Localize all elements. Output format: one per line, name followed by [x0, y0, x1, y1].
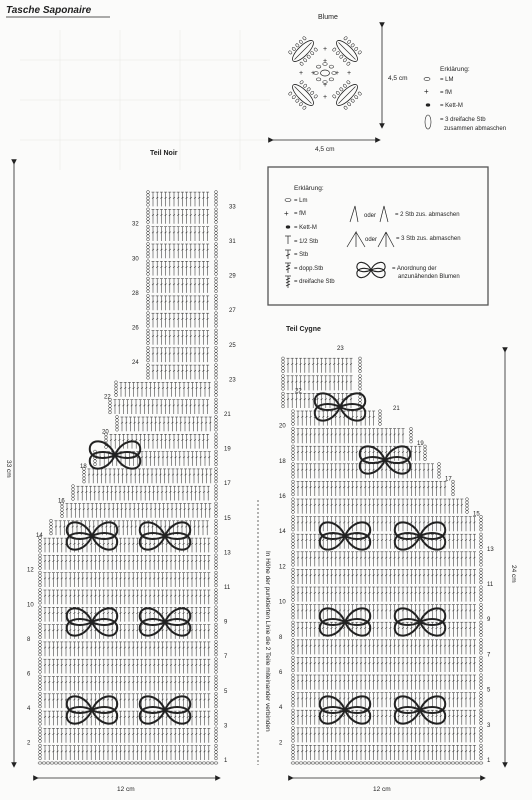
legend-title: Erklärung:	[294, 185, 324, 192]
cygne-row-number: 12	[279, 564, 286, 571]
noir-edge-chain	[39, 675, 42, 691]
flower-diagram	[286, 34, 364, 112]
noir-edge-chain	[147, 277, 150, 293]
cygne-row	[297, 728, 476, 743]
noir-flower-placement	[140, 696, 190, 723]
noir-edge-chain	[215, 381, 218, 397]
cygne-edge-chain	[292, 568, 295, 584]
noir-edge-chain	[39, 744, 42, 760]
flower-sc-stitch: +	[323, 82, 328, 89]
cygne-edge-chain	[438, 463, 441, 479]
noir-height: 33 cm	[5, 460, 12, 478]
cygne-row	[297, 605, 476, 620]
noir-row-number: 22	[104, 394, 111, 401]
cygne-row	[297, 429, 405, 444]
cygne-row	[297, 587, 476, 602]
noir-row	[152, 279, 210, 293]
cygne-label: Teil Cygne	[286, 326, 321, 333]
cygne-edge-chain	[292, 674, 295, 690]
noir-row-number: 4	[27, 706, 31, 713]
noir-edge-chain	[147, 294, 150, 310]
noir-edge-chain	[215, 502, 218, 518]
cygne-edge-chain	[292, 515, 295, 531]
noir-edge-chain	[215, 260, 218, 276]
noir-edge-chain	[215, 519, 218, 535]
cygne-row	[287, 358, 353, 373]
noir-edge-chain	[215, 640, 218, 656]
noir-row-number: 2	[27, 740, 31, 747]
cygne-edge-chain	[466, 498, 469, 514]
cygne-row	[297, 464, 434, 479]
chain-symbol	[424, 77, 430, 80]
noir-row-number: 10	[27, 602, 34, 609]
noir-row	[152, 331, 210, 345]
join-note: In Höhe der punktierten Linie die 2 Teile miteinander verbinden	[264, 551, 271, 732]
cygne-edge-chain	[379, 410, 382, 426]
noir-edge-chain	[215, 537, 218, 553]
noir-edge-chain	[215, 450, 218, 466]
cygne-edge-chain	[292, 498, 295, 514]
cygne-edge-chain	[282, 375, 285, 391]
noir-row	[44, 573, 211, 587]
noir-edge-chain	[147, 364, 150, 380]
noir-row	[120, 382, 211, 396]
noir-edge-chain	[215, 346, 218, 362]
noir-row-number: 8	[27, 636, 31, 643]
cygne-height: 24 cm	[510, 565, 517, 583]
cygne-row	[297, 499, 464, 514]
cygne-edge-chain	[292, 551, 295, 567]
noir-edge-chain	[215, 225, 218, 241]
noir-edge-chain	[215, 692, 218, 708]
cygne-edge-chain	[480, 744, 483, 760]
flower-center-ring	[321, 70, 330, 76]
noir-edge-chain	[115, 381, 118, 397]
flower-legend-item: zusammen abmaschen	[444, 126, 507, 132]
noir-edge-chain	[215, 606, 218, 622]
cygne-edge-chain	[292, 744, 295, 760]
cygne-row-number: 22	[295, 388, 302, 395]
noir-row-number: 15	[224, 515, 231, 522]
flower-sc-stitch: +	[323, 46, 328, 53]
flower-petal	[330, 34, 364, 68]
noir-row-number: 13	[224, 550, 231, 557]
noir-edge-chain	[147, 312, 150, 328]
noir-edge-chain	[215, 588, 218, 604]
flower-petal	[330, 78, 364, 112]
cygne-chart	[279, 346, 494, 764]
noir-row-number: 17	[224, 481, 231, 488]
cygne-row-number: 10	[279, 599, 286, 606]
flower-sc-stitch: +	[335, 70, 340, 77]
flower-sc-stitch: +	[323, 94, 328, 101]
noir-row-number: 11	[224, 585, 231, 591]
noir-edge-chain	[147, 208, 150, 224]
flower-height: 4,5 cm	[388, 75, 408, 82]
cluster-symbol	[425, 115, 431, 129]
noir-edge-chain	[147, 242, 150, 258]
noir-edge-chain	[215, 191, 218, 207]
flower-legend-item: = Kett-M	[440, 103, 463, 109]
noir-row	[44, 728, 211, 742]
flower-chain-stitch	[329, 78, 333, 81]
noir-row	[152, 296, 210, 310]
flower-chain-stitch	[329, 65, 333, 68]
cygne-row-number: 9	[487, 617, 491, 624]
cygne-foundation-chain	[291, 762, 483, 764]
cygne-row-number: 13	[487, 546, 494, 553]
noir-row-number: 30	[132, 256, 139, 263]
cygne-edge-chain	[410, 427, 413, 443]
flower-sc-stitch: +	[347, 70, 352, 77]
noir-flower-placement	[140, 608, 190, 635]
noir-row-number: 20	[102, 429, 109, 436]
sc-symbol: +	[424, 87, 429, 96]
cygne-edge-chain	[480, 639, 483, 655]
noir-edge-chain	[39, 606, 42, 622]
noir-row	[152, 227, 210, 241]
legend-item: = fM	[294, 211, 306, 217]
cygne-row	[297, 745, 476, 760]
cygne-row	[297, 693, 476, 708]
cygne-row-number: 15	[473, 511, 480, 518]
noir-edge-chain	[215, 485, 218, 501]
noir-edge-chain	[215, 658, 218, 674]
noir-edge-chain	[147, 260, 150, 276]
noir-edge-chain	[215, 675, 218, 691]
flower-sc-stitch: +	[299, 70, 304, 77]
noir-edge-chain	[39, 727, 42, 743]
noir-row	[44, 746, 211, 760]
noir-row-number: 27	[229, 308, 236, 315]
cygne-edge-chain	[292, 410, 295, 426]
dec2-symbol-b	[380, 206, 388, 222]
noir-row	[44, 555, 211, 569]
noir-row	[152, 192, 210, 206]
flower-label: Blume	[318, 14, 338, 21]
cygne-row	[297, 657, 476, 672]
noir-row-number: 25	[229, 342, 236, 349]
noir-edge-chain	[215, 571, 218, 587]
dec3-symbol-b	[378, 232, 394, 247]
noir-edge-chain	[39, 692, 42, 708]
flower-legend-title: Erklärung:	[440, 66, 470, 73]
flower-chain-stitch	[316, 65, 320, 68]
legend-dec2: = 2 Stb zus. abmaschen	[395, 212, 460, 218]
noir-row	[152, 244, 210, 258]
cygne-flower-placement	[360, 446, 410, 473]
noir-edge-chain	[39, 658, 42, 674]
noir-row-number: 18	[80, 463, 87, 470]
dec3-symbol-a	[347, 232, 365, 247]
flower-petal	[286, 34, 320, 68]
legend-item: = Lm	[294, 198, 308, 204]
noir-edge-chain	[72, 485, 75, 501]
noir-row	[77, 486, 210, 500]
noir-row-number: 21	[224, 412, 231, 418]
noir-row-number: 28	[132, 290, 139, 297]
cygne-row-number: 8	[279, 634, 283, 641]
noir-edge-chain	[39, 710, 42, 726]
cygne-edge-chain	[480, 709, 483, 725]
flower-width: 4,5 cm	[315, 146, 335, 153]
cygne-edge-chain	[292, 445, 295, 461]
noir-label: Teil Noir	[150, 150, 178, 157]
flower-placement-symbol	[357, 262, 385, 277]
noir-edge-chain	[116, 415, 119, 431]
noir-edge-chain	[215, 329, 218, 345]
background-grid	[20, 30, 270, 170]
cygne-edge-chain	[359, 357, 362, 373]
legend-flower-note: = Anordnung der	[392, 266, 437, 272]
cygne-row-number: 16	[279, 494, 286, 500]
noir-row-number: 9	[224, 619, 228, 626]
noir-row-number: 19	[224, 446, 231, 453]
cygne-edge-chain	[292, 480, 295, 496]
noir-edge-chain	[215, 744, 218, 760]
cygne-edge-chain	[424, 445, 427, 461]
noir-row-number: 12	[27, 567, 34, 574]
noir-row	[88, 469, 213, 483]
cygne-edge-chain	[480, 656, 483, 672]
cygne-edge-chain	[452, 480, 455, 496]
noir-edge-chain	[39, 588, 42, 604]
flower-legend-item: = LM	[440, 77, 454, 83]
noir-edge-chain	[147, 191, 150, 207]
legend-item: = dopp.Stb	[294, 266, 324, 272]
cygne-edge-chain	[480, 533, 483, 549]
noir-row	[114, 400, 209, 414]
cygne-edge-chain	[292, 727, 295, 743]
noir-row-number: 7	[224, 654, 228, 661]
noir-row-number: 23	[229, 377, 236, 384]
noir-edge-chain	[39, 571, 42, 587]
cygne-edge-chain	[480, 515, 483, 531]
legend-item: = 1/2 Stb	[294, 239, 319, 245]
cygne-edge-chain	[480, 621, 483, 637]
cygne-edge-chain	[292, 621, 295, 637]
noir-row-number: 6	[27, 671, 31, 678]
noir-edge-chain	[215, 277, 218, 293]
cygne-edge-chain	[359, 375, 362, 391]
cygne-row	[297, 481, 447, 496]
flower-legend	[424, 66, 506, 132]
cygne-edge-chain	[292, 533, 295, 549]
noir-edge-chain	[39, 554, 42, 570]
sc-symbol: +	[284, 209, 289, 218]
noir-row	[121, 417, 212, 431]
cygne-row-number: 2	[279, 740, 283, 747]
cygne-edge-chain	[480, 568, 483, 584]
noir-edge-chain	[215, 312, 218, 328]
main-legend	[268, 167, 488, 305]
noir-edge-chain	[215, 433, 218, 449]
cygne-edge-chain	[480, 727, 483, 743]
cygne-edge-chain	[480, 586, 483, 602]
noir-edge-chain	[215, 242, 218, 258]
cygne-edge-chain	[292, 639, 295, 655]
dec2-symbol-a	[350, 206, 358, 222]
cygne-row-number: 5	[487, 687, 491, 694]
noir-edge-chain	[215, 294, 218, 310]
flower-sc-stitch: +	[323, 58, 328, 65]
cygne-edge-chain	[292, 603, 295, 619]
cygne-edge-chain	[282, 357, 285, 373]
noir-edge-chain	[215, 415, 218, 431]
cygne-edge-chain	[292, 709, 295, 725]
cygne-width: 12 cm	[373, 786, 391, 793]
cygne-row-number: 19	[417, 441, 424, 448]
noir-row	[152, 365, 210, 379]
cygne-row-number: 17	[445, 476, 452, 483]
cygne-edge-chain	[292, 656, 295, 672]
cygne-row-number: 23	[337, 346, 344, 352]
noir-row	[44, 659, 211, 673]
cygne-row	[297, 552, 476, 567]
page-title: Tasche Saponaire	[6, 5, 92, 16]
cygne-edge-chain	[292, 463, 295, 479]
cygne-row	[297, 675, 476, 690]
cygne-row-number: 3	[487, 722, 491, 729]
noir-edge-chain	[147, 346, 150, 362]
noir-row	[44, 590, 211, 604]
noir-edge-chain	[147, 329, 150, 345]
legend-item: = dreifache Stb	[294, 279, 335, 285]
noir-row-number: 32	[132, 221, 139, 228]
noir-edge-chain	[215, 364, 218, 380]
noir-row-number: 26	[132, 325, 139, 332]
cygne-row-number: 14	[279, 529, 286, 536]
cygne-edge-chain	[480, 691, 483, 707]
noir-width: 12 cm	[117, 786, 135, 793]
cygne-edge-chain	[292, 691, 295, 707]
noir-edge-chain	[215, 623, 218, 639]
cygne-row-number: 4	[279, 705, 283, 712]
noir-edge-chain	[215, 727, 218, 743]
noir-row	[44, 642, 211, 656]
noir-row-number: 31	[229, 239, 236, 245]
noir-row	[152, 209, 210, 223]
noir-row-number: 1	[224, 758, 228, 764]
legend-oder: oder	[364, 213, 377, 219]
noir-chart	[27, 191, 236, 765]
noir-edge-chain	[147, 225, 150, 241]
slip-stitch-symbol	[286, 225, 290, 228]
cygne-row-number: 18	[279, 458, 286, 465]
noir-foundation-chain	[38, 762, 218, 764]
noir-edge-chain	[215, 554, 218, 570]
flower-chain-stitch	[316, 78, 320, 81]
noir-row	[152, 313, 210, 327]
noir-row	[152, 261, 210, 275]
noir-row	[66, 504, 212, 518]
noir-edge-chain	[39, 640, 42, 656]
cygne-edge-chain	[292, 586, 295, 602]
cygne-row	[297, 569, 476, 584]
noir-edge-chain	[215, 398, 218, 414]
noir-row-number: 16	[58, 498, 65, 505]
noir-edge-chain	[50, 519, 53, 535]
cygne-edge-chain	[282, 392, 285, 408]
noir-row	[44, 677, 211, 691]
noir-edge-chain	[215, 208, 218, 224]
noir-edge-chain	[215, 467, 218, 483]
cygne-row-number: 1	[487, 758, 491, 764]
legend-item: = Kett-M	[294, 225, 317, 231]
legend-flower-note: anzunähenden Blumen	[398, 274, 460, 280]
flower-legend-item: = 3 dreifache Stb	[440, 117, 486, 123]
flower-sc-stitch: +	[311, 70, 316, 77]
noir-row-number: 24	[132, 360, 139, 367]
cygne-edge-chain	[480, 603, 483, 619]
cygne-row-number: 20	[279, 423, 286, 430]
noir-row-number: 5	[224, 688, 228, 695]
slip-stitch-symbol	[426, 103, 430, 106]
cygne-row-number: 11	[487, 582, 494, 588]
cygne-row-number: 21	[393, 406, 400, 412]
noir-row-number: 29	[229, 273, 236, 280]
cygne-edge-chain	[480, 551, 483, 567]
noir-row-number: 33	[229, 204, 236, 211]
cygne-edge-chain	[292, 427, 295, 443]
cygne-row-number: 6	[279, 670, 283, 676]
flower-legend-item: = fM	[440, 90, 452, 96]
cygne-row	[297, 640, 476, 655]
noir-edge-chain	[215, 710, 218, 726]
flower-petal	[286, 78, 320, 112]
noir-row	[152, 348, 210, 362]
legend-dec3: = 3 Stb zus. abmaschen	[396, 236, 461, 242]
chain-symbol	[285, 199, 291, 202]
legend-oder: oder	[365, 237, 378, 243]
noir-row	[110, 434, 210, 448]
legend-item: = Stb	[294, 252, 309, 258]
noir-row-number: 3	[224, 723, 228, 730]
noir-edge-chain	[39, 623, 42, 639]
noir-row-number: 14	[36, 533, 43, 540]
cygne-edge-chain	[480, 674, 483, 690]
cygne-row-number: 7	[487, 652, 491, 659]
